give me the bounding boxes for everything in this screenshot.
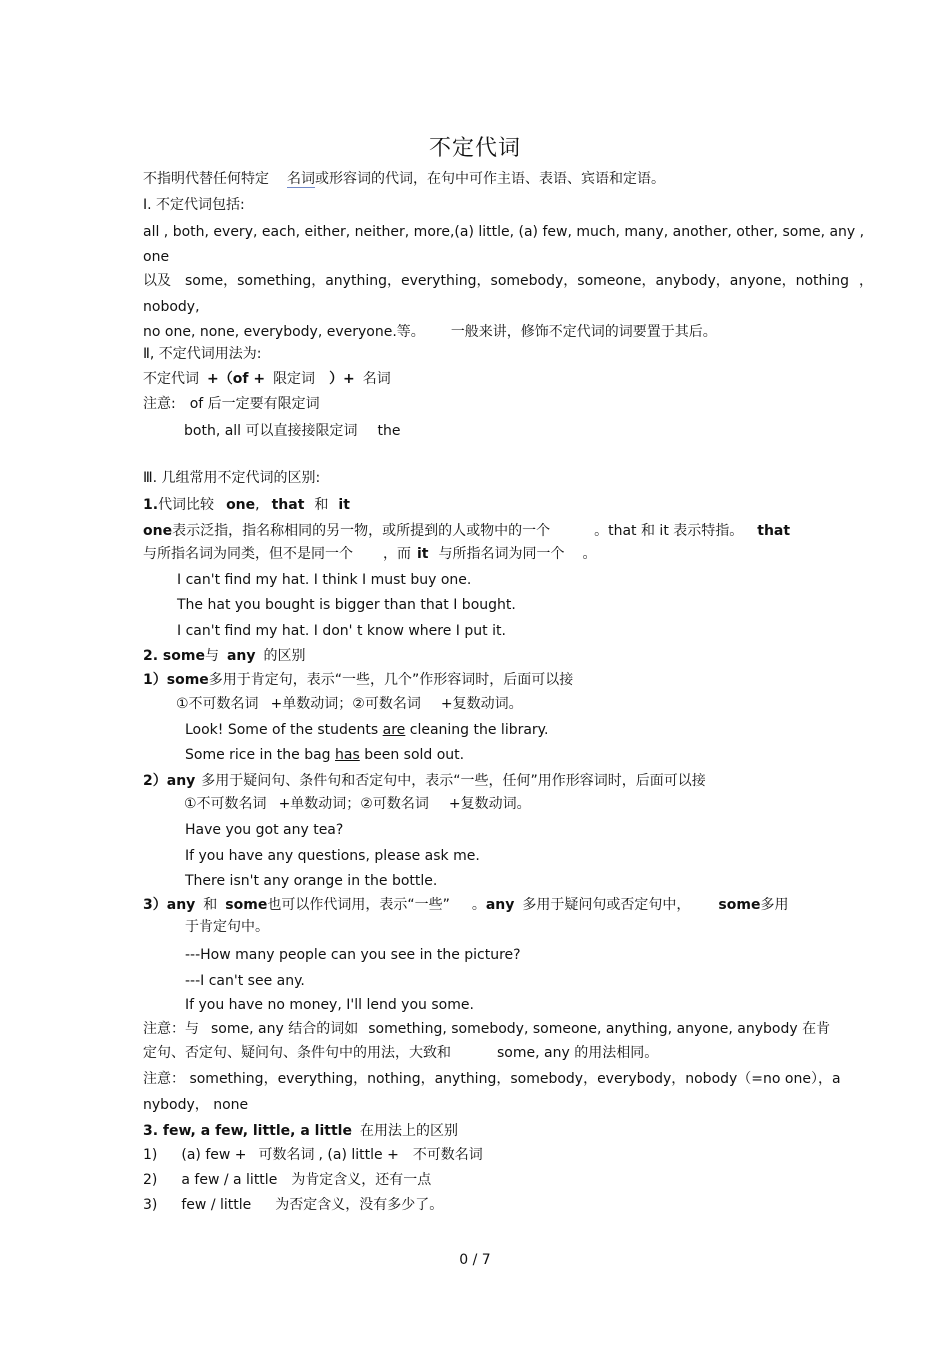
rule-number: 3）: [143, 897, 167, 913]
section-1-list-line-3: [143, 272, 874, 290]
few-rule-3: [143, 1196, 823, 1214]
desc-text: 。that 和 it 表示特指。: [594, 523, 744, 539]
rule-detail-text: +复数动词。: [448, 796, 531, 812]
section-1-list-line-1: all , both, every, each, either, neither, more,(a) little, (a) few, much, many, another, other, some, any ,: [143, 224, 865, 240]
word-some: some: [718, 897, 761, 913]
note-text: some, any 结合的词如: [211, 1021, 359, 1037]
rule-number: 2): [143, 1172, 158, 1188]
formula-plus-paren: +（: [207, 371, 233, 387]
rule-text: 多用于疑问句、条件句和否定句中，表示“一些，任何”用作形容词时，后面可以接: [201, 773, 706, 789]
formula-pronoun: 不定代词: [143, 371, 199, 387]
example-line: If you have any questions, please ask me.: [185, 848, 480, 864]
word-it: it: [338, 497, 350, 513]
word-and: 和: [314, 497, 329, 513]
desc-text: 。: [582, 546, 597, 562]
rule-number: 2）: [143, 773, 167, 789]
pronoun-list-end: no one, none, everybody, everyone.等。: [143, 324, 425, 340]
rule-text: a few / a little: [181, 1172, 278, 1188]
formula-noun: 名词: [362, 371, 391, 387]
rule-detail-text: +单数动词；②可数名词: [278, 796, 429, 812]
note-text: 注意：与: [143, 1021, 199, 1037]
rule-pronoun-cont: 于肯定句中。: [185, 919, 269, 935]
note-both-all: [184, 422, 864, 440]
part-title-diff: 的区别: [263, 648, 306, 664]
rule-detail-text: ①不可数名词: [184, 796, 267, 812]
desc-text: 表示泛指，指名称相同的另一物，或所提到的人或物中的一个: [172, 523, 551, 539]
rule-some-line: [143, 671, 823, 689]
example-underlined-verb: has: [335, 747, 360, 763]
pronoun-list: some，something，anything，everything，somebody，someone，anybody，anyone，nothing: [185, 273, 850, 289]
few-rule-1: [143, 1146, 823, 1164]
intro-line: [143, 170, 823, 188]
example-line: If you have no money, I'll lend you some.: [185, 997, 474, 1013]
note-text: some, any 的用法相同。: [497, 1045, 659, 1061]
formula-close-plus: ）+: [329, 371, 355, 387]
desc-text: 与所指名词为同一个: [438, 546, 565, 562]
example-underlined-verb: are: [382, 722, 406, 738]
rule-some-detail: [176, 695, 856, 713]
page-title: 不定代词: [428, 136, 521, 161]
note-compound-line-1: [143, 1020, 831, 1038]
desc-text: 与所指名词为同类，但不是同一个: [143, 546, 353, 562]
rule-text: 多用于肯定句，表示“一些，几个”作形容词时，后面可以接: [208, 672, 574, 688]
formula-determiner: 限定词: [273, 371, 316, 387]
rule-number: 3): [143, 1197, 158, 1213]
note-label: 注意:: [143, 396, 176, 412]
intro-text-c: 或形容词的代词，在句中可作主语、表语、宾语和定语。: [315, 171, 665, 187]
part-title-few-little: 3. few, a few, little, a little: [143, 1123, 352, 1139]
rule-text: 多用于疑问句或否定句中，: [522, 897, 691, 913]
example-line: Have you got any tea?: [185, 822, 344, 838]
comma: ,: [255, 497, 260, 513]
word-some: some: [166, 672, 209, 688]
example-line: ---I can't see any.: [185, 973, 305, 989]
rule-text: 多用: [760, 897, 789, 913]
word-any: any: [166, 773, 196, 789]
example-text: Look! Some of the students: [185, 722, 379, 738]
modifier-note: 一般来讲，修饰不定代词的词要置于其后。: [450, 324, 717, 340]
word-any: any: [226, 648, 256, 664]
part-1-heading: [143, 496, 823, 514]
rule-text: 可数名词: [258, 1147, 315, 1163]
part-2-heading: [143, 647, 823, 665]
example-line: The hat you bought is bigger than that I bought.: [177, 597, 516, 613]
example-text: Some rice in the bag: [185, 747, 331, 763]
part-1-desc-line-1: [143, 522, 823, 540]
part-title: 代词比较: [158, 497, 215, 513]
word-one: one: [143, 523, 173, 539]
rule-number: 1): [143, 1147, 158, 1163]
example-text: been sold out.: [364, 747, 465, 763]
rule-text: (a) few +: [181, 1147, 247, 1163]
note-compound-line-4: nybody， none: [143, 1097, 249, 1113]
part-title-diff: 在用法上的区别: [359, 1123, 458, 1139]
word-one: one: [226, 497, 256, 513]
part-title-some: 2. some: [143, 648, 205, 664]
note-both-all-text: both, all 可以直接接限定词: [184, 423, 358, 439]
word-any: any: [485, 897, 515, 913]
note-compound-line-2: [143, 1044, 823, 1062]
few-rule-2: [143, 1171, 823, 1189]
comma: ，: [859, 273, 874, 289]
page-number: 0 / 7: [459, 1252, 491, 1268]
example-text: cleaning the library.: [409, 722, 549, 738]
example-line: I can't find my hat. I think I must buy one.: [177, 572, 472, 588]
word-that: that: [757, 523, 791, 539]
intro-link-noun: 名词: [287, 171, 315, 187]
part-number: 1.: [143, 497, 159, 513]
rule-detail-text: +复数动词。: [440, 696, 523, 712]
desc-text: ，而: [383, 546, 411, 562]
formula-of: of +: [232, 371, 266, 387]
rule-text: 不可数名词: [412, 1147, 483, 1163]
rule-any-line: [143, 772, 823, 790]
rule-text: , (a) little +: [318, 1147, 399, 1163]
note-text: of 后一定要有限定词: [189, 396, 320, 412]
section-1-list-line-5: [143, 323, 823, 341]
rule-detail-text: ①不可数名词: [176, 696, 259, 712]
word-it: it: [417, 546, 429, 562]
note-compound-line-3: 注意： something，everything，nothing，anything，somebody，everybody，nobody（=no one），a: [143, 1071, 841, 1087]
rule-pronoun-line: [143, 896, 823, 914]
part-1-desc-line-2: [143, 545, 823, 563]
section-1-heading: Ⅰ. 不定代词包括:: [143, 197, 245, 213]
note-of: [143, 395, 823, 413]
example-line: I can't find my hat. I don' t know where I put it.: [177, 623, 506, 639]
note-text: something, somebody, someone, anything, anyone, anybody 在肯: [368, 1021, 831, 1037]
rule-text: 。: [471, 897, 486, 913]
example-line: [185, 721, 865, 739]
section-3-heading: Ⅲ. 几组常用不定代词的区别:: [143, 470, 321, 486]
rule-text: 为肯定含义，还有一点: [291, 1172, 432, 1188]
usage-formula: [143, 370, 823, 388]
rule-any-detail: [184, 795, 864, 813]
intro-text-a: 不指明代替任何特定: [143, 171, 269, 187]
word-and: 与: [204, 648, 219, 664]
example-line: There isn't any orange in the bottle.: [185, 873, 438, 889]
rule-number: 1）: [143, 672, 167, 688]
note-the: the: [377, 423, 401, 439]
word-any: any: [166, 897, 196, 913]
rule-text: 为否定含义，没有多少了。: [275, 1197, 444, 1213]
rule-text: few / little: [181, 1197, 252, 1213]
word-that: that: [271, 497, 305, 513]
example-line: ---How many people can you see in the picture?: [185, 947, 521, 963]
rule-detail-text: +单数动词；②可数名词: [270, 696, 421, 712]
section-1-list-line-2: one: [143, 249, 170, 265]
rule-text: 也可以作代词用，表示“一些”: [267, 897, 450, 913]
note-text: 定句、否定句、疑问句、条件句中的用法，大致和: [143, 1045, 451, 1061]
text-yiji: 以及: [143, 273, 171, 289]
word-some: some: [225, 897, 268, 913]
section-2-heading: Ⅱ, 不定代词用法为:: [143, 346, 262, 362]
word-and: 和: [203, 897, 218, 913]
section-1-list-line-4: nobody,: [143, 299, 200, 315]
example-line: [185, 746, 865, 764]
part-3-heading: [143, 1122, 823, 1140]
